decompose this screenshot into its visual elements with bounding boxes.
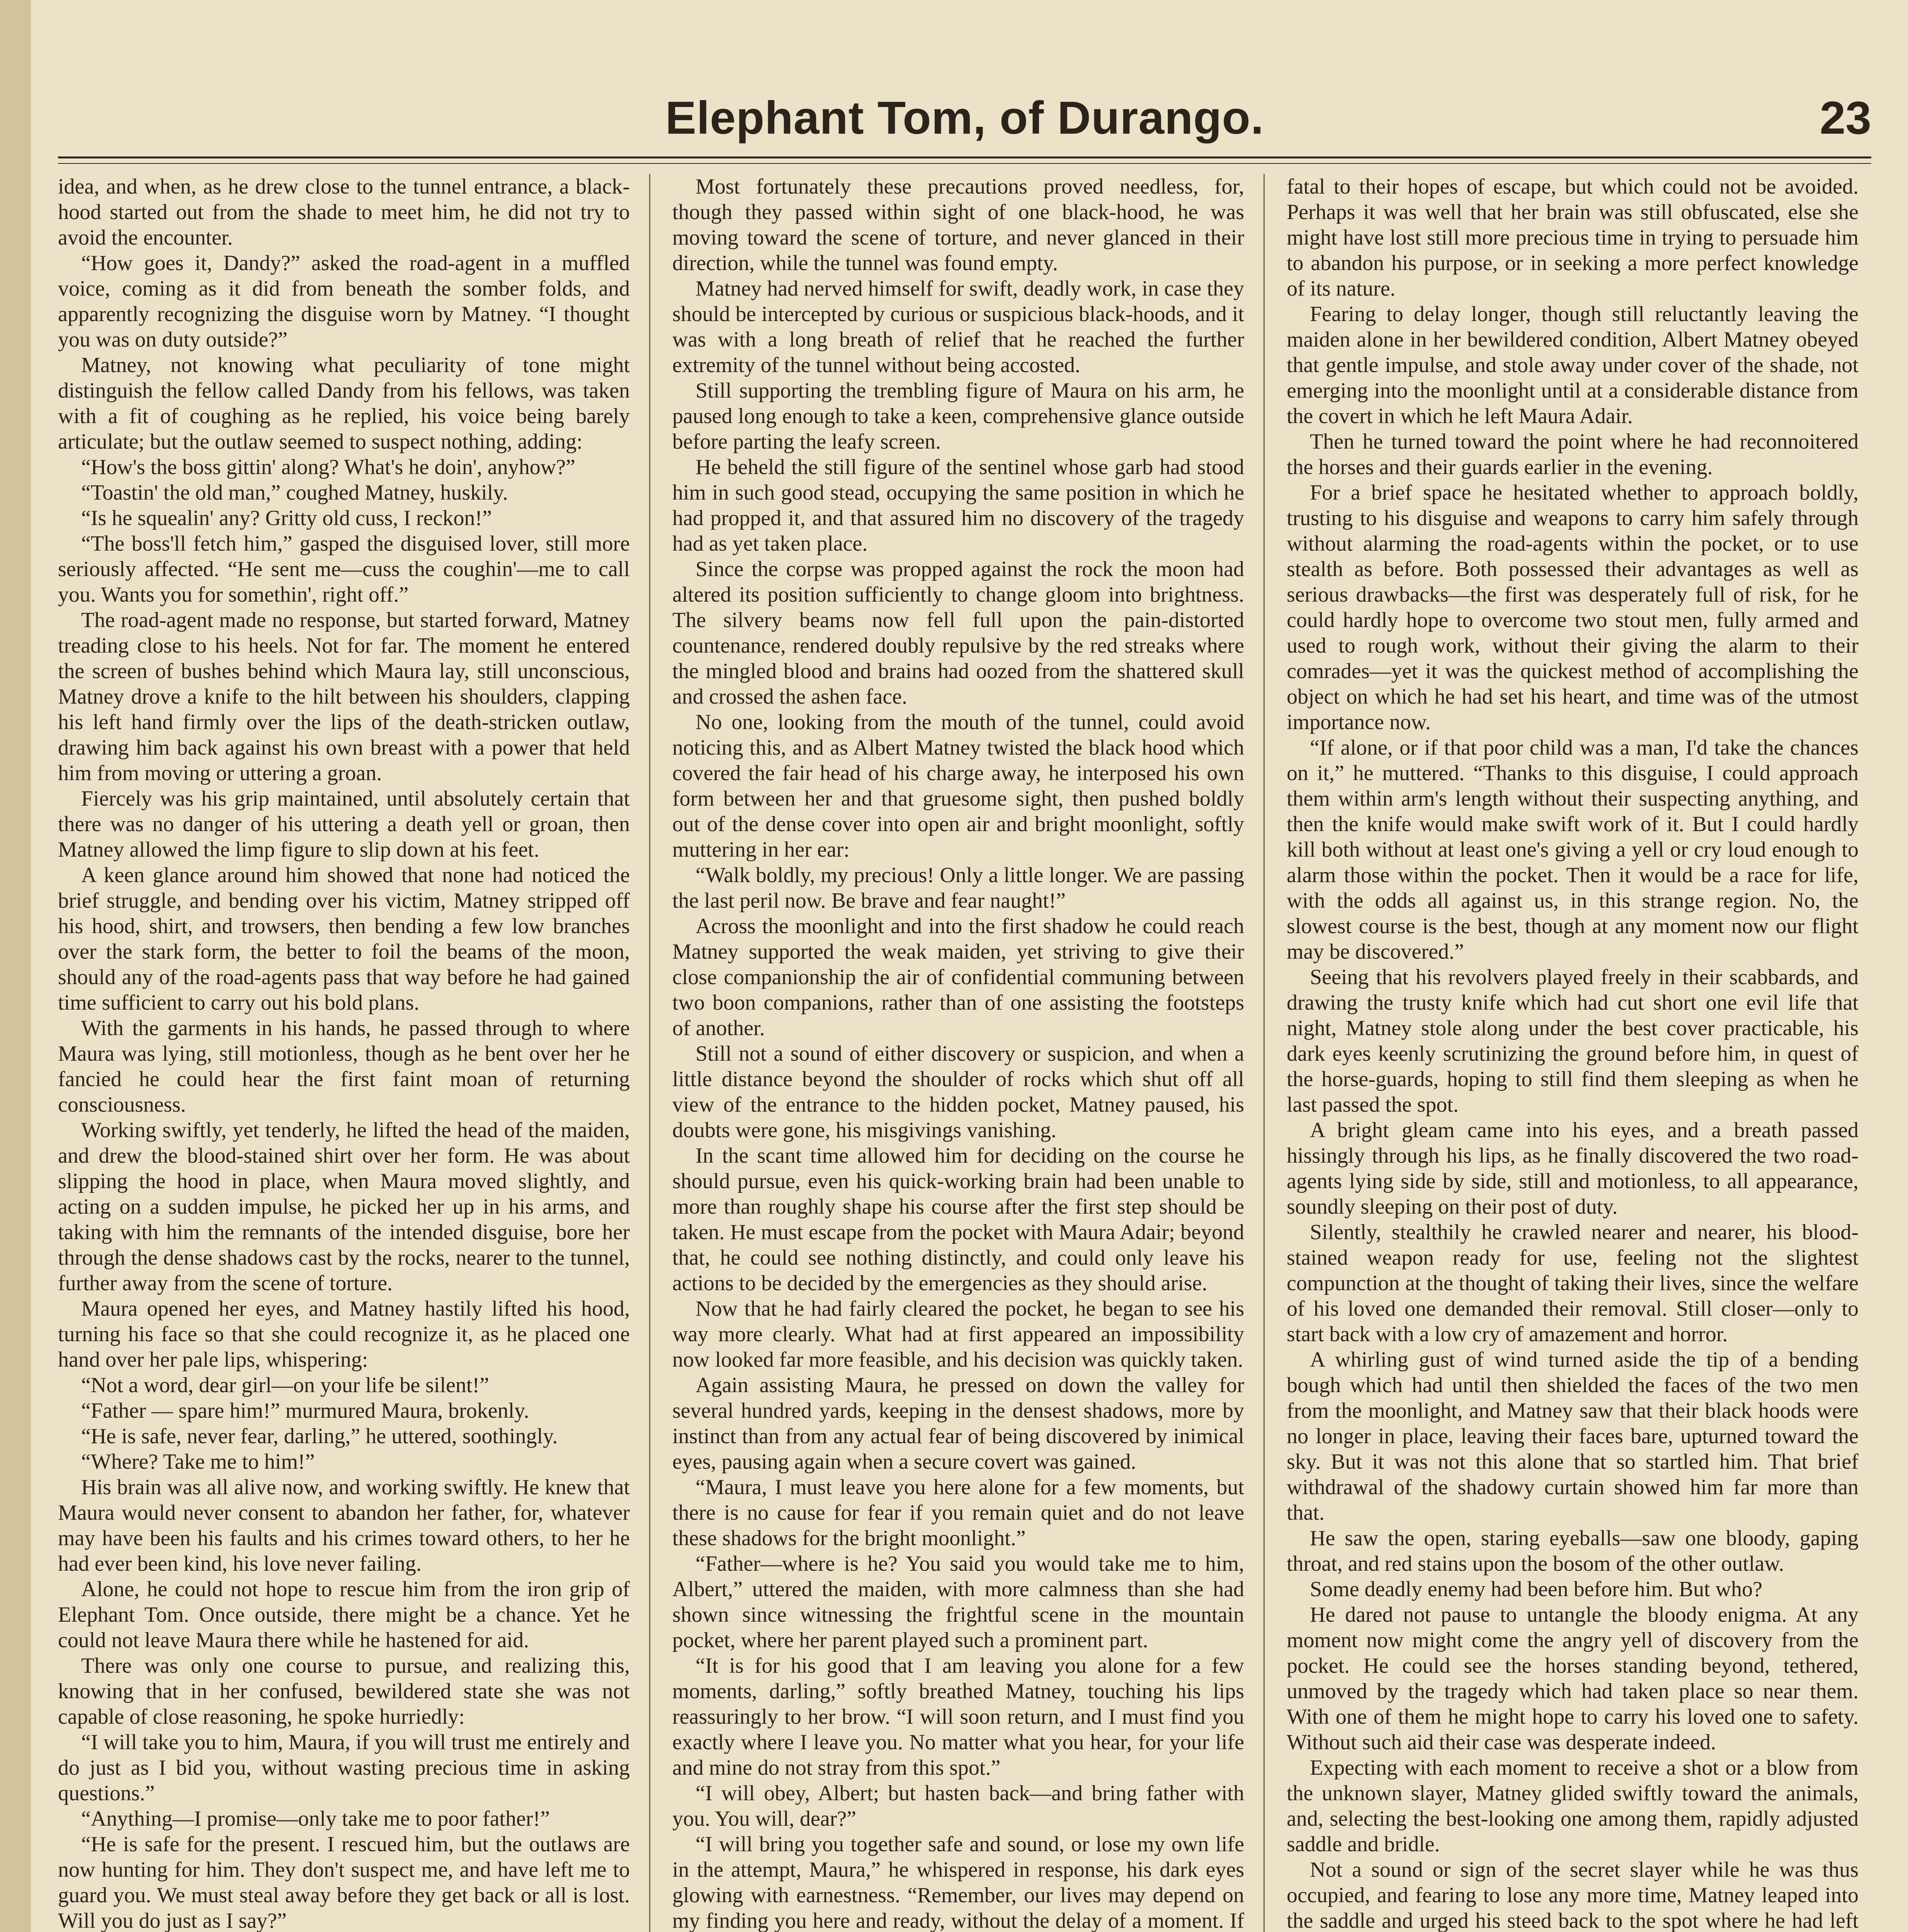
paragraph: “Father — spare him!” murmured Maura, brokenly. (81, 1399, 529, 1423)
paragraph: “I will take you to him, Maura, if you will trust me entirely and do just as I bid you, without wasting precious time in asking questions.” (58, 1730, 630, 1805)
paragraph: Matney, not knowing what peculiarity of tone might distinguish the fellow called Dandy from his fellows, was taken with a fit of coughing as he replied, his voice being barely articulate; but the outlaw seemed to suspect nothing, adding: (58, 353, 630, 454)
paragraph: For a brief space he hesitated whether to approach boldly, trusting to his disguise and weapons to carry him safely through without alarming the road-agents within the pocket, or to use stealth as before. Both possessed their advantages as well as serious drawbacks—the first was desperately full of risk, for he could hardly hope to overcome two stout men, fully armed and used to rough work, without their giving the alarm to their comrades—yet it was the quickest method of accomplishing the object on which he had set his heart, and time was of the utmost importance now. (1287, 481, 1859, 734)
paragraph: Fearing to delay longer, though still reluctantly leaving the maiden alone in her bewildered condition, Albert Matney obeyed that gentle impulse, and stole away under cover of the shade, not emerging into the moonlight until at a considerable distance from the covert in which he left Maura Adair. (1287, 302, 1859, 428)
page-spine-edge (0, 0, 31, 1932)
paragraph: “If alone, or if that poor child was a man, I'd take the chances on it,” he muttered. “Thanks to this disguise, I could approach them within arm's length without their suspecting anything, and then the knife would make swift work of it. But I could hardly kill both without at least one's giving a yell or cry loud enough to alarm those within the pocket. Then it would be a race for life, with the odds all against us, in this strange region. No, the slowest course is the best, though at any moment now our flight may be discovered.” (1287, 736, 1859, 964)
paragraph: “I will bring you together safe and sound, or lose my own life in the attempt, Maura,” he whispered in response, his dark eyes glowing with earnestness. “Remember, our lives may depend on my finding you here and ready, without the delay of a moment. If (672, 1832, 1244, 1932)
paragraph: A bright gleam came into his eyes, and a breath passed hissingly through his lips, as he finally discovered the two road-agents lying side by side, still and motionless, to all appearance, soundly sleeping on their post of duty. (1287, 1118, 1859, 1219)
paragraph: Since the corpse was propped against the rock the moon had altered its position sufficiently to change gloom into brightness. The silvery beams now fell full upon the pain-distorted countenance, rendered doubly repulsive by the red streaks where the mingled blood and brains had oozed from the shattered skull and crossed the ashen face. (672, 557, 1244, 709)
paragraph: fatal to their hopes of escape, but which could not be avoided. Perhaps it was well that her brain was still obfuscated, else she might have lost still more precious time in trying to persuade him to abandon his purpose, or in seeking a more perfect knowledge of its nature. (1287, 175, 1859, 301)
paragraph: Now that he had fairly cleared the pocket, he began to see his way more clearly. What had at first appeared an impossibility now looked far more feasible, and his decision was quickly taken. (672, 1297, 1244, 1372)
paragraph: “Is he squealin' any? Gritty old cuss, I reckon!” (81, 506, 492, 530)
text-column-1 (58, 174, 630, 1932)
paragraph: Silently, stealthily he crawled nearer and nearer, his blood-stained weapon ready for use, feeling not the slightest compunction at the thought of taking their lives, since the welfare of his loved one demanded their removal. Still closer—only to start back with a low cry of amazement and horror. (1287, 1220, 1859, 1346)
paragraph: “I will obey, Albert; but hasten back—and bring father with you. You will, dear?” (672, 1781, 1244, 1831)
paragraph: No one, looking from the mouth of the tunnel, could avoid noticing this, and as Albert Matney twisted the black hood which covered the fair head of his charge away, he interposed his own form between her and that gruesome sight, then pushed boldly out of the dense cover into open air and bright moonlight, softly muttering in her ear: (672, 710, 1244, 862)
paragraph: A whirling gust of wind turned aside the tip of a bending bough which had until then shielded the faces of the two men from the moonlight, and Matney saw that their black hoods were no longer in place, leaving their faces bare, upturned toward the sky. But it was not this alone that so startled him. That brief withdrawal of the shadowy curtain showed him far more than that. (1287, 1348, 1859, 1525)
paragraph: He dared not pause to untangle the bloody enigma. At any moment now might come the angry yell of discovery from the pocket. He could see the horses standing beyond, tethered, unmoved by the tragedy which had taken place so near them. With one of them he might hope to carry his loved one to safety. Without such aid their case was desperate indeed. (1287, 1603, 1859, 1754)
paragraph: Most fortunately these precautions proved needless, for, though they passed within sight of one black-hood, he was moving toward the scene of torture, and never glanced in their direction, while the tunnel was found empty. (672, 175, 1244, 275)
paragraph: “Father—where is he? You said you would take me to him, Albert,” uttered the maiden, with more calmness than she had shown since witnessing the frightful scene in the mountain pocket, where her parent played such a prominent part. (672, 1552, 1244, 1652)
paragraph: Alone, he could not hope to rescue him from the iron grip of Elephant Tom. Once outside, there might be a chance. Yet he could not leave Maura there while he hastened for aid. (58, 1577, 630, 1652)
paragraph: Still supporting the trembling figure of Maura on his arm, he paused long enough to take a keen, comprehensive glance outside before parting the leafy screen. (672, 379, 1244, 454)
paragraph: His brain was all alive now, and working swiftly. He knew that Maura would never consent to abandon her father, for, whatever may have been his faults and his crimes toward others, to her he had ever been kind, his love never failing. (58, 1475, 630, 1576)
paragraph: Matney had nerved himself for swift, deadly work, in case they should be intercepted by curious or suspicious black-hoods, and it was with a long breath of relief that he reached the further extremity of the tunnel without being accosted. (672, 277, 1244, 377)
column-divider (1263, 174, 1265, 1932)
paragraph: He beheld the still figure of the sentinel whose garb had stood him in such good stead, occupying the same position in which he had propped it, and that assured him no discovery of the tragedy had as yet taken place. (672, 455, 1244, 556)
paragraph: He saw the open, staring eyeballs—saw one bloody, gaping throat, and red stains upon the bosom of the other outlaw. (1287, 1526, 1859, 1576)
paragraph: Some deadly enemy had been before him. But who? (1310, 1577, 1762, 1601)
paragraph: “Toastin' the old man,” coughed Matney, huskily. (81, 481, 508, 505)
paragraph: “He is safe for the present. I rescued him, but the outlaws are now hunting for him. They don't suspect me, and have left me to guard you. We must steal away before they get back or all is lost. Will you do just as I say?” (58, 1832, 630, 1932)
paragraph: A keen glance around him showed that none had noticed the brief struggle, and bending over his victim, Matney stripped off his hood, shirt, and trowsers, then bending a few low branches over the stark form, the better to foil the beams of the moon, should any of the road-agents pass that way before he had gained time sufficient to carry out his bold plans. (58, 863, 630, 1015)
paragraph: Working swiftly, yet tenderly, he lifted the head of the maiden, and drew the blood-stained shirt over her form. He was about slipping the hood in place, when Maura moved slightly, and acting on a sudden impulse, he picked her up in his arms, and taking with him the remnants of the intended disguise, bore her through the dense shadows cast by the rocks, nearer to the tunnel, further away from the scene of torture. (58, 1118, 630, 1295)
paragraph: Across the moonlight and into the first shadow he could reach Matney supported the weak maiden, yet striving to give their close companionship the air of confidential communing between two boon companions, rather than of one assisting the footsteps of another. (672, 914, 1244, 1040)
paragraph: Fiercely was his grip maintained, until absolutely certain that there was no danger of his uttering a death yell or groan, then Matney allowed the limp figure to slip down at his feet. (58, 787, 630, 862)
paragraph: “Where? Take me to him!” (81, 1450, 315, 1474)
column-divider (649, 174, 650, 1932)
page-header (58, 89, 1871, 155)
paragraph: “He is safe, never fear, darling,” he uttered, soothingly. (81, 1424, 558, 1448)
column-3-paragraphs (1287, 174, 1859, 1932)
running-title: Elephant Tom, of Durango. (665, 92, 1264, 144)
paragraph: “Maura, I must leave you here alone for a few moments, but there is no cause for fear if you remain quiet and do not leave these shadows for the bright moonlight.” (672, 1475, 1244, 1550)
paragraph: Seeing that his revolvers played freely in their scabbards, and drawing the trusty knife which had cut short one evil life that night, Matney stole along under the best cover practicable, his dark eyes keenly scrutinizing the ground before him, in quest of the horse-guards, hoping to still find them sleeping as when he last passed the spot. (1287, 965, 1859, 1117)
paragraph: In the scant time allowed him for deciding on the course he should pursue, even his quick-working brain had been unable to more than roughly shape his course after the first step should be taken. He must escape from the pocket with Maura Adair; beyond that, he could see nothing distinctly, and could only leave his actions to be decided by the emergencies as they should arise. (672, 1144, 1244, 1295)
page-number: 23 (1820, 92, 1871, 144)
paragraph: Not a sound or sign of the secret slayer while he was thus occupied, and fearing to lose any more time, Matney leaped into the saddle and urged his steed back to the spot where he had left (1287, 1858, 1859, 1932)
paragraph: “It is for his good that I am leaving you alone for a few moments, darling,” softly breathed Matney, touching his lips reassuringly to her brow. “I will soon return, and I must find you exactly where I leave you. No matter what you hear, for your life and mine do not stray from this spot.” (672, 1654, 1244, 1780)
paragraph: “Anything—I promise—only take me to poor father!” (81, 1807, 550, 1831)
paragraph: With the garments in his hands, he passed through to where Maura was lying, still motionless, though as he bent over her he fancied he could hear the first faint moan of returning consciousness. (58, 1016, 630, 1117)
paragraph: Then he turned toward the point where he had reconnoitered the horses and their guards earlier in the evening. (1287, 430, 1859, 479)
header-rule-thin (58, 163, 1871, 164)
paragraph: “Walk boldly, my precious! Only a little longer. We are passing the last peril now. Be brave and fear naught!” (672, 863, 1244, 913)
paragraph: The road-agent made no response, but started forward, Matney treading close to his heels. Not for far. The moment he entered the screen of bushes behind which Maura lay, still unconscious, Matney drove a knife to the hilt between his shoulders, clapping his left hand firmly over the lips of the death-stricken outlaw, drawing him back against his own breast with a power that held him from moving or uttering a groan. (58, 608, 630, 785)
paragraph: “How's the boss gittin' along? What's he doin', anyhow?” (81, 455, 575, 479)
paragraph: “Not a word, dear girl—on your life be silent!” (81, 1373, 489, 1397)
paragraph: Still not a sound of either discovery or suspicion, and when a little distance beyond the shoulder of rocks which shut off all view of the entrance to the hidden pocket, Matney paused, his doubts were gone, his misgivings vanishing. (672, 1042, 1244, 1142)
text-column-2 (672, 174, 1244, 1932)
paragraph: “The boss'll fetch him,” gasped the disguised lover, still more seriously affected. “He sent me—cuss the coughin'—me to call you. Wants you for somethin', right off.” (58, 532, 630, 607)
paragraph: Again assisting Maura, he pressed on down the valley for several hundred yards, keeping in the densest shadows, more by instinct than from any actual fear of being discovered by inimical eyes, pausing again when a secure covert was gained. (672, 1373, 1244, 1474)
paragraph: “How goes it, Dandy?” asked the road-agent in a muffled voice, coming as it did from beneath the somber folds, and apparently recognizing the disguise worn by Matney. “I thought you was on duty outside?” (58, 251, 630, 352)
paragraph: Expecting with each moment to receive a shot or a blow from the unknown slayer, Matney glided swiftly toward the animals, and, selecting the best-looking one among them, rapidly adjusted saddle and bridle. (1287, 1756, 1859, 1856)
text-column-3 (1287, 174, 1859, 1932)
paragraph: Maura opened her eyes, and Matney hastily lifted his hood, turning his face so that she could recognize it, as he placed one hand over her pale lips, whispering: (58, 1297, 630, 1372)
paragraph: idea, and when, as he drew close to the tunnel entrance, a black-hood started out from the shade to meet him, he did not try to avoid the encounter. (58, 175, 630, 250)
paragraph: There was only one course to pursue, and realizing this, knowing that in her confused, bewildered state she was not capable of close reasoning, he spoke hurriedly: (58, 1654, 630, 1729)
header-rule (58, 156, 1871, 158)
